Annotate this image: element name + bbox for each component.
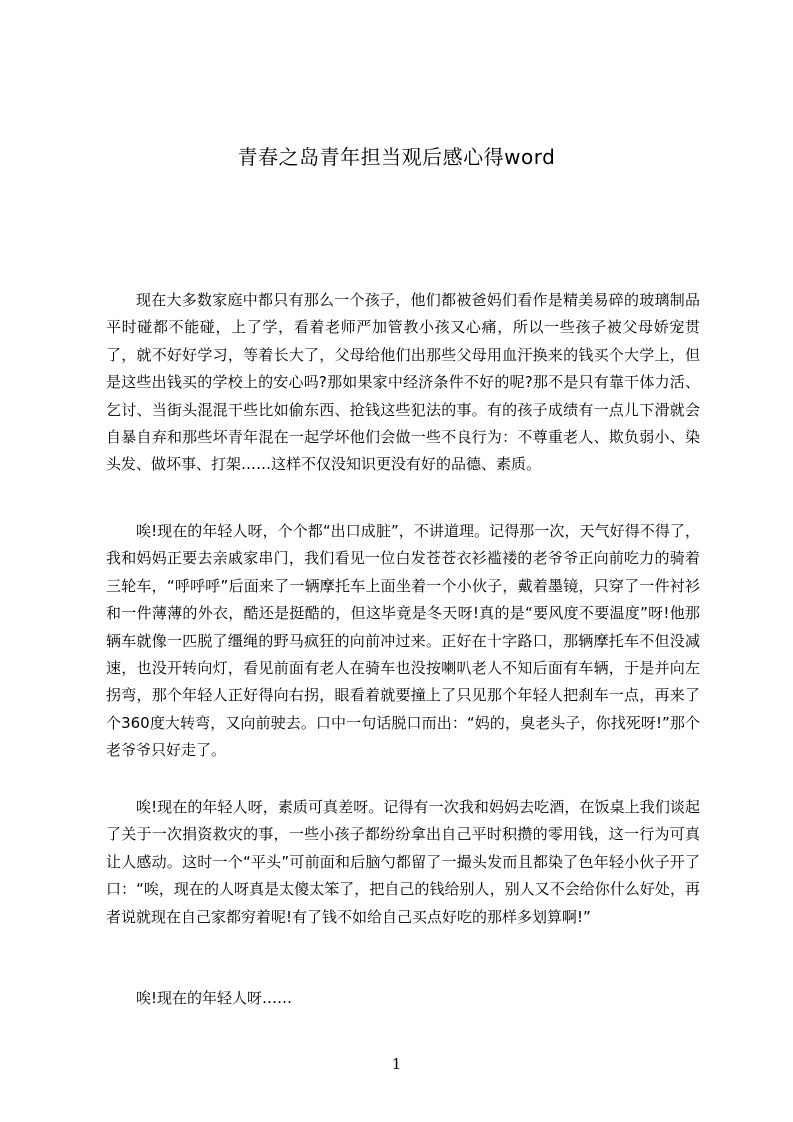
- paragraph-1: 现在大多数家庭中都只有那么一个孩子，他们都被爸妈们看作是精美易碎的玻璃制品平时碰都不能碰，上了学，看着老师严加管教小孩又心痛，所以一些孩子被父母娇宠贯了，就不好好学习，等着长大了，父母给他们出那些父母用血汗换来的钱买个大学上，但是这些出钱买的学校上的安心吗?那如果家中经济条件不好的呢?那不是只有靠干体力活、乞讨、当街头混混干些比如偷东西、抢钱这些犯法的事。有的孩子成绩有一点儿下滑就会自暴自弃和那些坏青年混在一起学坏他们会做一些不良行为：不尊重老人、欺负弱小、染头发、做坏事、打架……这样不仅没知识更没有好的品德、素质。: [106, 291, 700, 474]
- document-title: 青春之岛青年担当观后感心得word: [237, 145, 556, 169]
- paragraph-2: 唉!现在的年轻人呀，个个都“出口成脏”，不讲道理。记得那一次，天气好得不得了，我和妈妈正要去亲戚家串门，我们看见一位白发苍苍衣衫褴褛的老爷爷正向前吃力的骑着三轮车，“呼呼呼”后面来了一辆摩托车上面坐着一个小伙子，戴着墨镜，只穿了一件衬衫和一件薄薄的外衣，酷还是挺酷的，但这毕竟是冬天呀!真的是“要风度不要温度”呀!他那辆车就像一匹脱了缰绳的野马疯狂的向前冲过来。正好在十字路口，那辆摩托车不但没减速，也没开转向灯，看见前面有老人在骑车也没按喇叭老人不知后面有车辆，于是并向左拐弯，那个年轻人正好得向右拐，眼看着就要撞上了只见那个年轻人把刹车一点，再来了个360度大转弯，又向前驶去。口中一句话脱口而出：“妈的，臭老头子，你找死呀!”那个老爷爷只好走了。: [106, 522, 700, 760]
- paragraph-3: 唉!现在的年轻人呀，素质可真差呀。记得有一次我和妈妈去吃酒，在饭桌上我们谈起了关于一次捐资救灾的事，一些小孩子都纷纷拿出自己平时积攒的零用钱，这一行为可真让人感动。这时一个“平头”可前面和后脑勺都留了一撮头发而且都染了色年轻小伙子开了口：“唉，现在的人呀真是太傻太笨了，把自己的钱给别人，别人又不会给你什么好处，再者说就现在自己家都穷着呢!有了钱不如给自己买点好吃的那样多划算啊!”: [106, 798, 700, 926]
- paragraph-4: 唉!现在的年轻人呀……: [136, 989, 293, 1007]
- page-number: 1: [391, 1055, 402, 1073]
